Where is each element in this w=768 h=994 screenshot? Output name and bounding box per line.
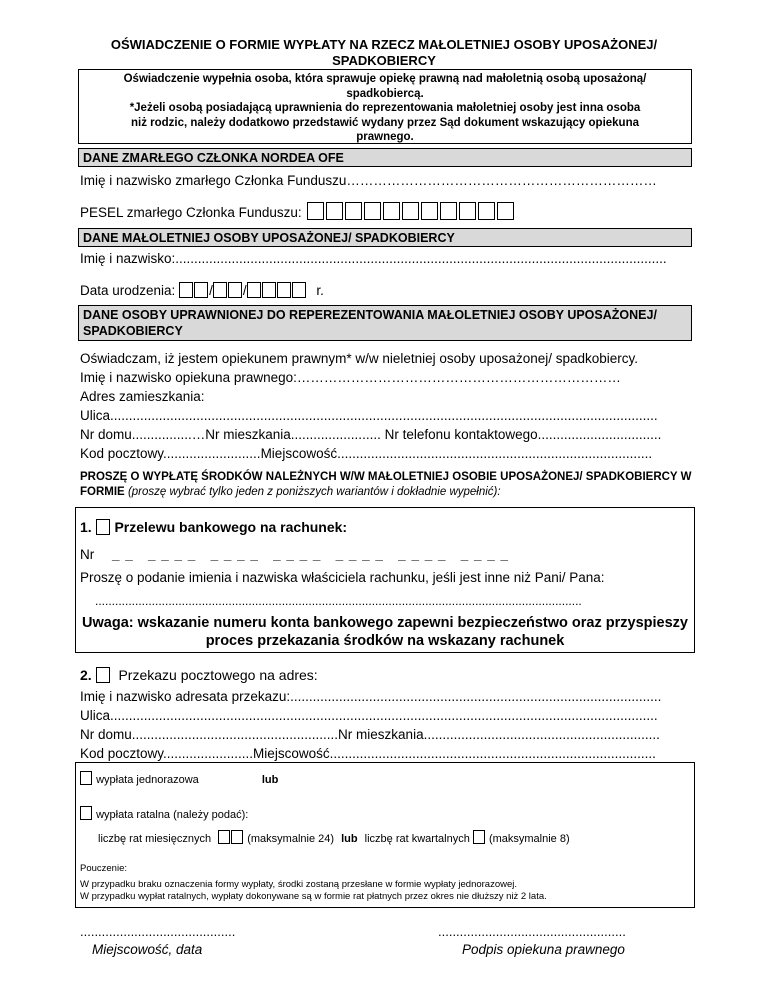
option2-checkbox[interactable] [96,667,110,683]
dob-label: Data urodzenia: [80,283,176,298]
instruction-line-1: W przypadku braku oznaczenia formy wypłaty, środki zostaną przesłane w formie wypłaty jednorazowej. [80,879,518,890]
dob-sep-2: / [242,283,247,298]
recipient-name-field[interactable]: Imię i nazwisko adresata przekazu:................................................................................................... [80,689,662,704]
account-nr-label: Nr [80,547,95,562]
account-row [80,546,509,564]
pesel-label: PESEL zmarłego Członka Funduszu: [80,205,302,220]
pesel-row [80,202,516,222]
owner-name-field[interactable]: .................................................................................................................................................. [95,594,582,608]
quarterly-max: (maksymalnie 8) [488,833,570,845]
single-payout-row [80,771,278,789]
monthly-label: liczbę rat miesięcznych [98,833,212,845]
recipient-street-field[interactable]: Ulica.................................................................................................................................................. [80,708,658,723]
single-payout-label: wypłata jednorazowa [96,774,199,786]
signature-label: Podpis opiekuna prawnego [462,942,625,957]
request-bold: PROSZĘ O WYPŁATĘ ŚRODKÓW NALEŻNYCH W/W MAŁOLETNIEJ OSOBIE UPOSAŻONEJ/ SPADKOBIERCY W FORMIE [80,471,692,498]
guardian-postal-field[interactable]: Kod pocztowy..........................Miejscowość.................................................................................... [80,446,653,461]
installment-label: wypłata ratalna (należy podać): [96,809,249,821]
installment-checkbox[interactable] [80,806,92,820]
dob-boxes[interactable] [179,283,310,298]
note-line-1: Oświadczenie wypełnia osoba, która sprawuje opiekę prawną nad małoletnią osobą uposażoną/ spadkobiercą. [123,73,647,100]
single-payout-checkbox[interactable] [80,771,92,785]
section-minor-header: DANE MAŁOLETNIEJ OSOBY UPOSAŻONEJ/ SPADKOBIERCY [78,228,692,247]
instruction-note [78,69,692,144]
monthly-boxes[interactable] [218,833,244,845]
option2-label: Przekazu pocztowego na adres: [118,667,318,683]
signature-field[interactable]: .................................................... [438,924,626,939]
instruction-line-2: W przypadku wypłat ratalnych, wypłaty dokonywane są w formie rat płatnych przez okres nie dłuższy niż 2 lata. [80,891,547,902]
minor-name-field[interactable]: Imię i nazwisko:................................................................................................................................... [80,251,667,266]
section-guardian-header: DANE OSOBY UPRAWNIONEJ DO REPEREZENTOWANIA MAŁOLETNIEJ OSOBY UPOSAŻONEJ/ SPADKOBIERCY [78,305,692,341]
recipient-postal-field[interactable]: Kod pocztowy........................Miejscowość....................................................................................... [80,746,656,761]
request-italic: (proszę wybrać tylko jeden z poniższych wariantów i dokładnie wypełnić): [127,486,501,498]
quarterly-box[interactable] [473,830,485,844]
installment-details [98,830,570,848]
pesel-boxes[interactable] [307,205,516,220]
note-line-2: *Jeżeli osobą posiadającą uprawnienia do reprezentowania małoletniej osoby jest inna osoba niż rodzic, należy dodatkowo przedstawić wydany przez Sąd dokument wskazujący opiekuna prawnego. [129,102,641,143]
guardian-name-field[interactable]: Imię i nazwisko opiekuna prawnego:……………………………………………………………… [80,370,621,385]
quarterly-label: liczbę rat kwartalnych [364,833,470,845]
section-deceased-header: DANE ZMARŁEGO CZŁONKA NORDEA OFE [78,148,692,167]
dob-row [80,282,324,300]
guardian-statement: Oświadczam, iż jestem opiekunem prawnym* w/w nieletniej osoby uposażonej/ spadkobiercy. [80,351,639,366]
installment-row [80,806,248,824]
dob-suffix: r. [316,283,324,298]
payout-or: lub [261,774,279,786]
option1-label: Przelewu bankowego na rachunek: [114,519,348,535]
owner-request: Proszę o podanie imienia i nazwiska właściciela rachunku, jeśli jest inne niż Pani/ Pana: [80,570,605,585]
account-number-field[interactable]: _ _ _ _ _ _ _ _ _ _ _ _ _ _ _ _ _ _ _ _ _ _ _ _ _ _ [112,547,510,562]
place-date-label: Miejscowość, data [92,942,203,957]
option2-number: 2. [80,667,92,683]
payout-request [80,470,692,500]
guardian-house-field[interactable]: Nr domu................…Nr mieszkania........................ Nr telefonu kontaktowego................................. [80,427,662,442]
deceased-name-field[interactable]: Imię i nazwisko zmarłego Członka Funduszu…………………………………………………………… [80,173,657,188]
option1-checkbox[interactable] [96,519,110,535]
monthly-max: (maksymalnie 24) [247,833,335,845]
option2-row [80,666,318,684]
address-label: Adres zamieszkania: [80,389,205,404]
recipient-house-field[interactable]: Nr domu.......................................................Nr mieszkania............................................................... [80,727,660,742]
option1-number: 1. [80,519,92,535]
payout-or2: lub [341,833,358,845]
guardian-street-field[interactable]: Ulica.................................................................................................................................................. [80,408,658,423]
instruction-title: Pouczenie: [80,863,128,874]
instructions [80,863,547,903]
dob-sep-1: / [209,283,213,298]
form-title: OŚWIADCZENIE O FORMIE WYPŁATY NA RZECZ MAŁOLETNIEJ OSOBY UPOSAŻONEJ/ SPADKOBIERCY [110,37,658,68]
bank-warning: Uwaga: wskazanie numeru konta bankowego zapewni bezpieczeństwo oraz przyspieszy proces przekazania środków na wskazany rachunek [82,615,688,649]
option1-row [80,518,347,536]
place-date-field[interactable]: ........................................... [80,924,236,939]
